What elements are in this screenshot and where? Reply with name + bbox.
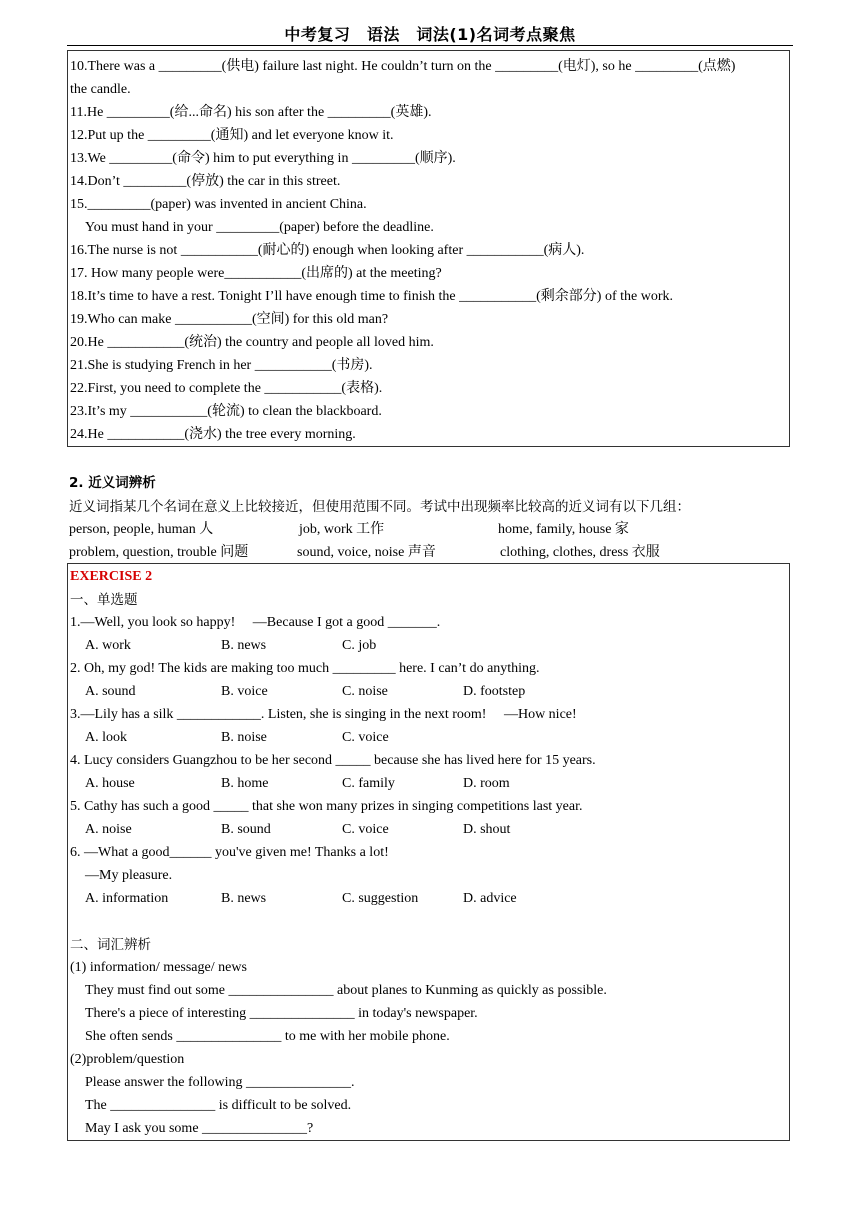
- exercise-line: 20.He ___________(统治) the country and people all loved him.: [70, 335, 434, 350]
- exercise-line: 12.Put up the _________(通知) and let everyone know it.: [70, 128, 394, 143]
- answer-option: A. noise: [85, 822, 132, 837]
- answer-option: B. voice: [221, 684, 268, 699]
- vocab-sentence: May I ask you some _______________?: [85, 1121, 314, 1136]
- answer-option: B. news: [221, 638, 267, 653]
- exercise-line: 17. How many people were___________(出席的) at the meeting?: [70, 266, 442, 281]
- answer-option: C. suggestion: [342, 891, 419, 906]
- exercise-line: 23.It’s my ___________(轮流) to clean the blackboard.: [70, 404, 382, 419]
- section-intro: 近义词指某几个名词在意义上比较接近，但使用范围不同。考试中出现频率比较高的近义词有以下几组：: [69, 499, 690, 515]
- page-title: 中考复习 语法 词法(1)名词考点聚焦: [284, 25, 576, 44]
- part-title: 一、单选题: [70, 592, 138, 608]
- question-stem: 5. Cathy has such a good _____ that she won many prizes in singing competitions last year.: [70, 799, 583, 814]
- question-stem: 3.—Lily has a silk ____________. Listen, she is singing in the next room! —How nice!: [70, 707, 577, 722]
- answer-option: C. voice: [342, 730, 389, 745]
- exercise-line: 10.There was a _________(供电) failure last night. He couldn’t turn on the _________(电灯), so he _________(点燃): [70, 59, 736, 74]
- exercise-line: 16.The nurse is not ___________(耐心的) enough when looking after ___________(病人).: [70, 243, 585, 258]
- exercise-line: the candle.: [70, 82, 131, 97]
- answer-option: D. advice: [463, 891, 517, 906]
- exercise-line: 22.First, you need to complete the ___________(表格).: [70, 381, 383, 396]
- answer-option: D. shout: [463, 822, 511, 837]
- exercise-line: 18.It’s time to have a rest. Tonight I’ll have enough time to finish the ___________(剩余部分) of the work.: [70, 289, 673, 304]
- exercise-line: 15._________(paper) was invented in ancient China.: [70, 197, 367, 212]
- question-stem: 1.—Well, you look so happy! —Because I got a good _______.: [70, 615, 441, 630]
- exercise-line: You must hand in your _________(paper) before the deadline.: [85, 220, 434, 235]
- synonym-group: home, family, house 家: [498, 522, 629, 537]
- vocab-group-label: (2)problem/question: [70, 1052, 185, 1067]
- exercise-title: EXERCISE 2: [70, 569, 153, 584]
- question-stem: 4. Lucy considers Guangzhou to be her second _____ because she has lived here for 15 years.: [70, 753, 596, 768]
- exercise-line: 24.He ___________(浇水) the tree every morning.: [70, 427, 356, 442]
- exercise-line: 11.He _________(给...命名) his son after the _________(英雄).: [70, 105, 432, 120]
- section-heading: 2. 近义词辨析: [69, 475, 156, 491]
- answer-option: B. sound: [221, 822, 271, 837]
- vocab-sentence: They must find out some _______________ about planes to Kunming as quickly as possible.: [85, 983, 607, 998]
- synonym-group: person, people, human 人: [69, 522, 214, 537]
- exercise-2-box: [67, 563, 790, 1141]
- answer-option: D. footstep: [463, 684, 526, 699]
- exercise-line: 14.Don’t _________(停放) the car in this street.: [70, 174, 341, 189]
- exercise-1-box: [67, 50, 790, 447]
- exercise-line: 13.We _________(命令) him to put everything in _________(顺序).: [70, 151, 456, 166]
- answer-option: B. news: [221, 891, 267, 906]
- answer-option: C. voice: [342, 822, 389, 837]
- answer-option: A. house: [85, 776, 135, 791]
- vocab-group-label: (1) information/ message/ news: [70, 960, 247, 975]
- answer-option: B. home: [221, 776, 269, 791]
- answer-option: B. noise: [221, 730, 267, 745]
- header-divider: [67, 45, 793, 46]
- question-stem: 6. —What a good______ you've given me! Thanks a lot!: [70, 845, 389, 860]
- synonym-group: job, work 工作: [299, 522, 385, 537]
- answer-option: D. room: [463, 776, 510, 791]
- part-title: 二、词汇辨析: [70, 937, 151, 953]
- synonym-group: sound, voice, noise 声音: [297, 545, 436, 560]
- answer-option: A. information: [85, 891, 169, 906]
- vocab-sentence: There's a piece of interesting _______________ in today's newspaper.: [85, 1006, 478, 1021]
- synonym-group: clothing, clothes, dress 衣服: [500, 545, 660, 560]
- synonym-group: problem, question, trouble 问题: [69, 545, 249, 560]
- answer-option: A. look: [85, 730, 127, 745]
- answer-option: C. noise: [342, 684, 388, 699]
- question-stem-reply: —My pleasure.: [85, 868, 173, 883]
- answer-option: C. family: [342, 776, 395, 791]
- answer-option: C. job: [342, 638, 377, 653]
- vocab-sentence: The _______________ is difficult to be solved.: [85, 1098, 352, 1113]
- exercise-line: 21.She is studying French in her ___________(书房).: [70, 358, 373, 373]
- answer-option: A. work: [85, 638, 131, 653]
- vocab-sentence: She often sends _______________ to me with her mobile phone.: [85, 1029, 450, 1044]
- vocab-sentence: Please answer the following _______________.: [85, 1075, 355, 1090]
- question-stem: 2. Oh, my god! The kids are making too much _________ here. I can’t do anything.: [70, 661, 540, 676]
- exercise-line: 19.Who can make ___________(空间) for this old man?: [70, 312, 389, 327]
- answer-option: A. sound: [85, 684, 136, 699]
